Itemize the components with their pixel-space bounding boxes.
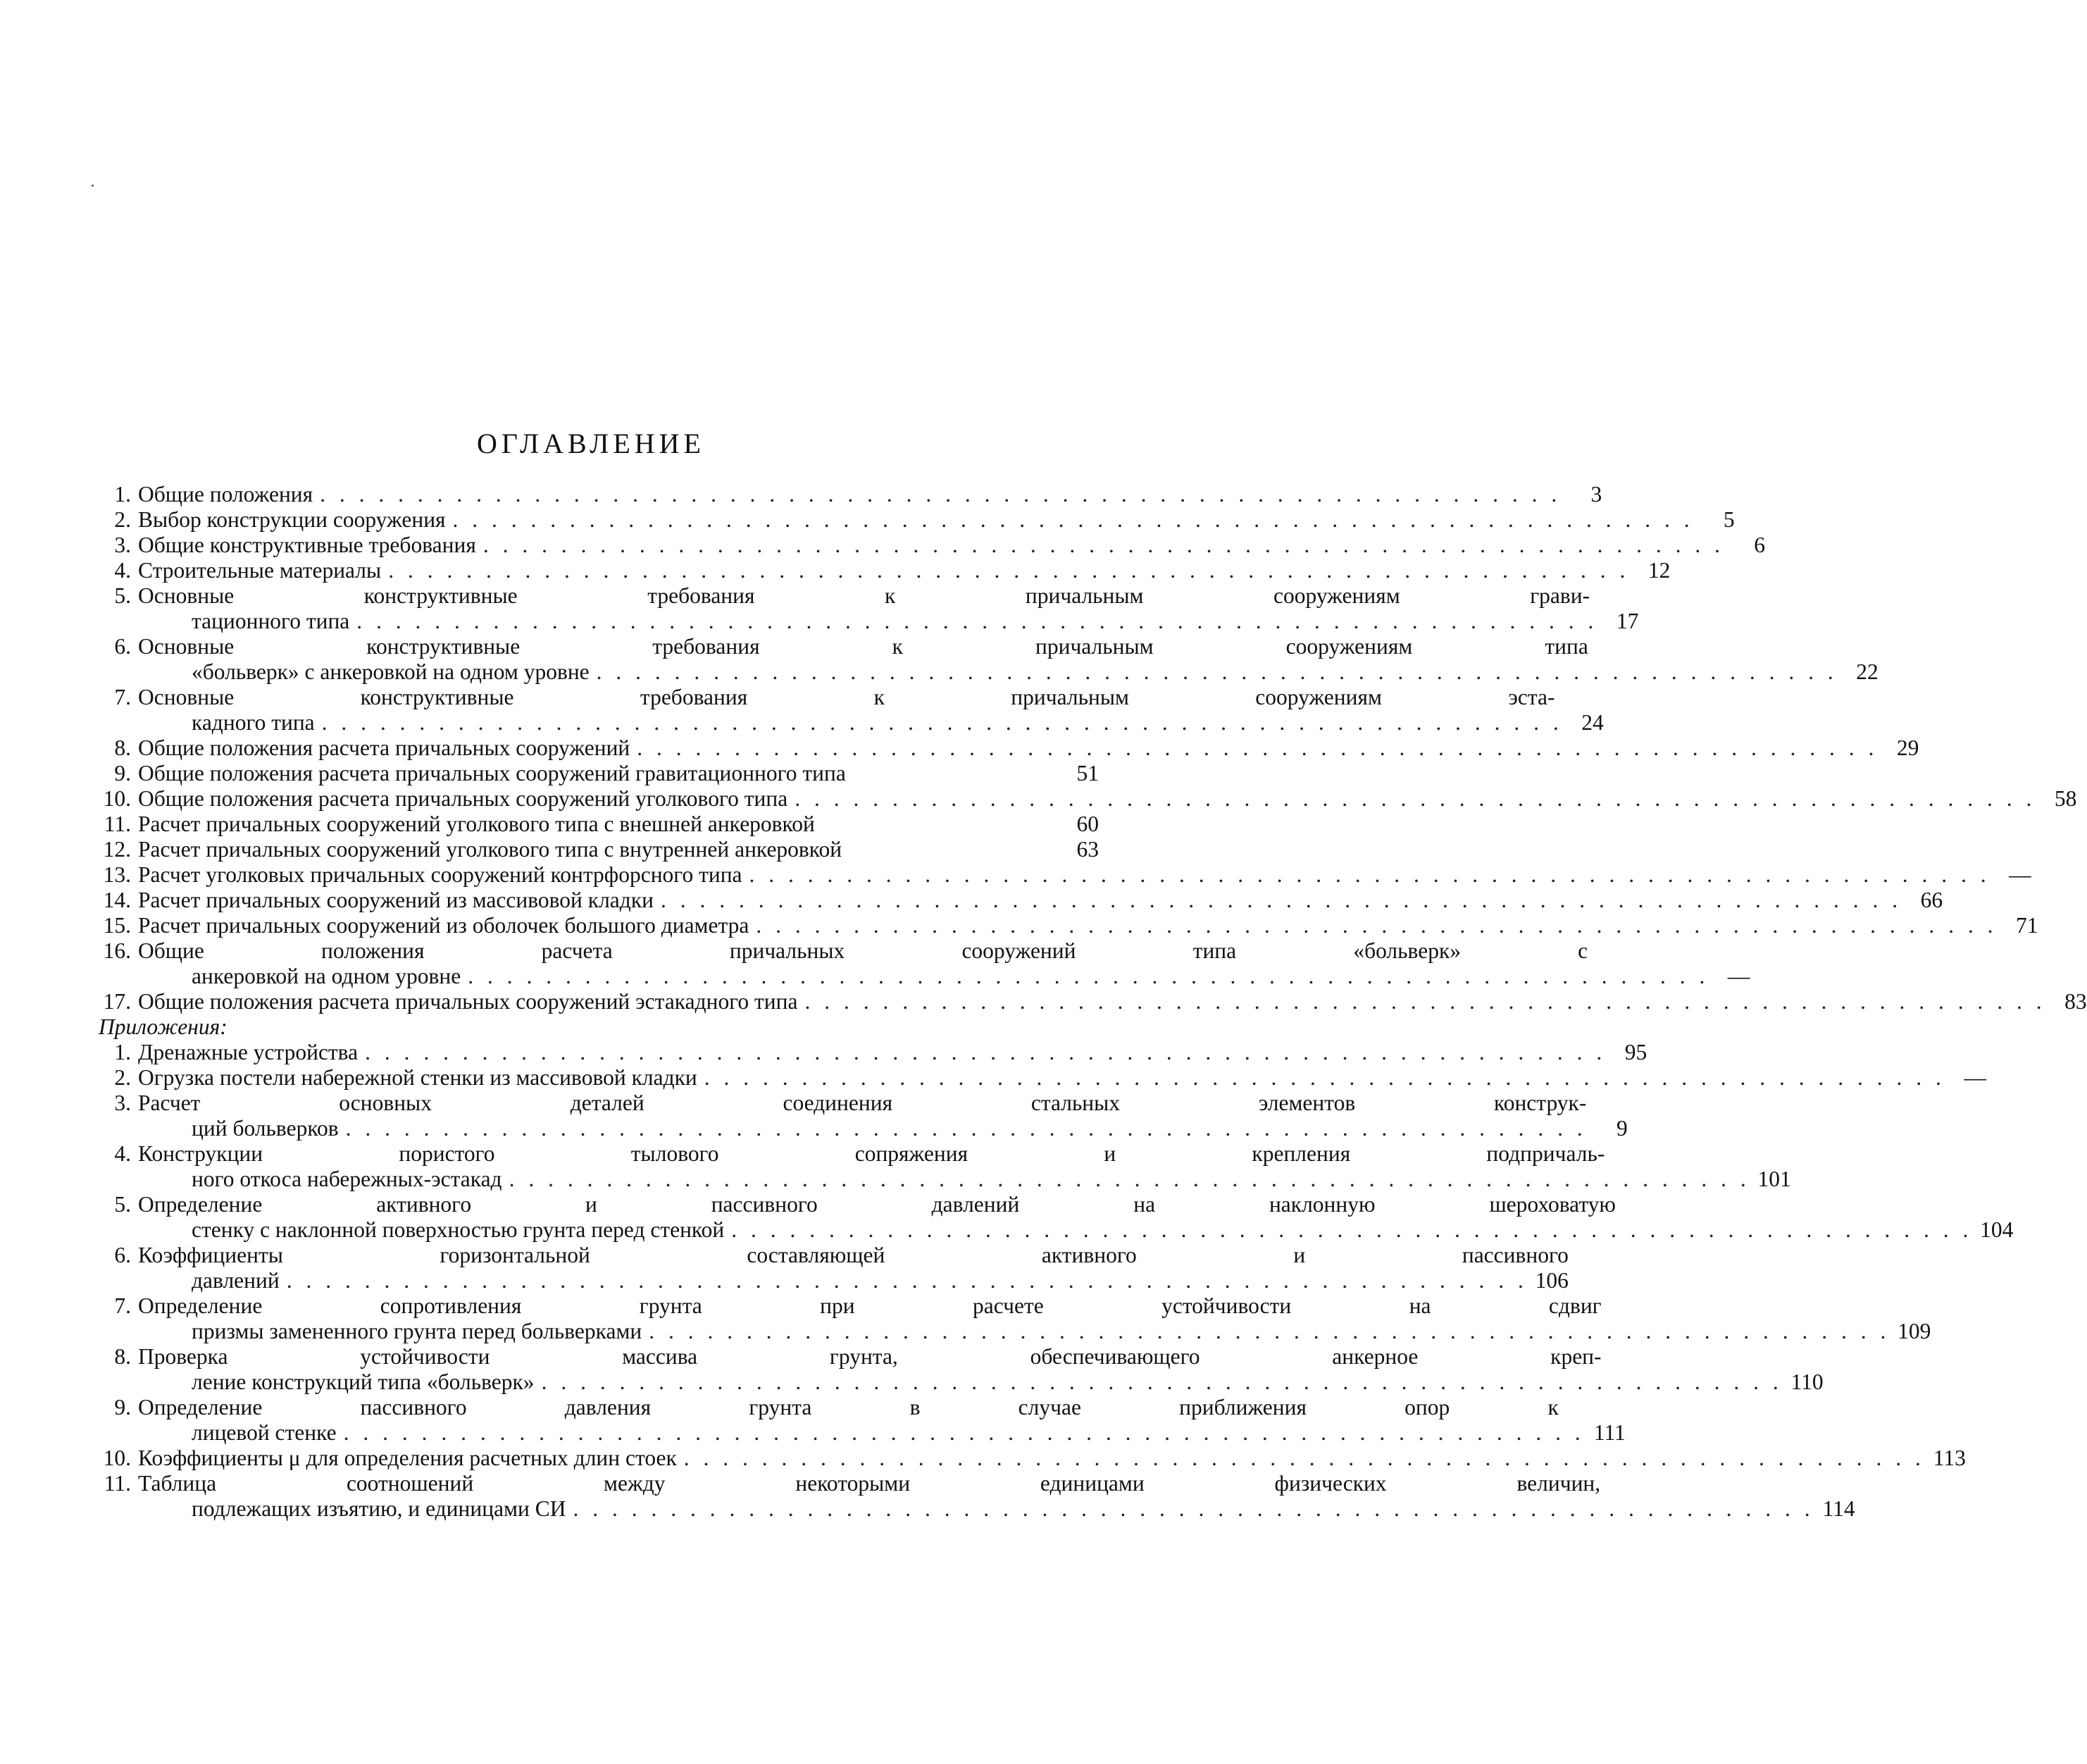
- entry-last-line: [138, 1217, 2014, 1243]
- entry-number: 1.: [114, 1040, 131, 1064]
- entry-number: 16.: [103, 938, 131, 963]
- toc-entry: [85, 1446, 1966, 1471]
- entry-body: [138, 786, 2077, 812]
- entry-number: 3.: [114, 1091, 131, 1115]
- entry-title-line: Общие положения расчета причальных сооружений уголкового типа: [138, 786, 788, 811]
- scan-speck: [92, 185, 94, 187]
- page-number: 29: [1896, 735, 1919, 760]
- entry-body: [138, 685, 1604, 735]
- dot-leader: [590, 659, 1838, 685]
- page-number: 24: [1581, 710, 1604, 735]
- entry-title-line: Расчет основных деталей соединения стальных элементов конструк-: [138, 1091, 1587, 1115]
- toc-entry: [85, 1293, 1931, 1344]
- page-number: 58: [2054, 786, 2077, 811]
- entry-title-line: Коэффициенты μ для определения расчетных длин стоек: [138, 1446, 677, 1470]
- entry-last-line: [138, 786, 2077, 812]
- entry-number: 9.: [114, 1395, 131, 1420]
- entry-number: 1.: [114, 482, 131, 507]
- page-number: 109: [1898, 1319, 1931, 1343]
- dot-leader: [280, 1268, 1528, 1293]
- page-number: 110: [1790, 1369, 1824, 1394]
- entry-title-line: Расчет причальных сооружений из массивовой кладки: [138, 888, 654, 912]
- entry-title-line: ление конструкций типа «больверк»: [192, 1369, 535, 1394]
- page-number: 66: [1920, 888, 1943, 912]
- entry-last-line: [138, 862, 2031, 888]
- entry-title-line: Основные конструктивные требования к причальным сооружениям эста-: [138, 685, 1555, 709]
- dot-leader: [461, 964, 1709, 989]
- entry-title-line: Основные конструктивные требования к причальным сооружениям грави-: [138, 583, 1590, 608]
- entry-last-line: [138, 913, 2038, 938]
- entry-number: 2.: [114, 507, 131, 532]
- entry-title-line: Проверка устойчивости массива грунта, обеспечивающего анкерное креп-: [138, 1344, 1602, 1369]
- entry-last-line: [138, 761, 1099, 786]
- entry-number: 12.: [103, 837, 131, 862]
- entry-number: 10.: [103, 786, 131, 811]
- entry-title-line: кадного типа: [192, 710, 315, 735]
- entry-title-line: подлежащих изъятию, и единицами СИ: [192, 1496, 566, 1521]
- dot-leader: [749, 913, 1997, 938]
- page-number: 5: [1723, 507, 1735, 532]
- entry-last-line: [138, 1040, 1647, 1065]
- entry-title-line: Расчет причальных сооружений уголкового типа с внешней анкеровкой: [138, 812, 815, 836]
- entry-number: 13.: [103, 862, 131, 887]
- entry-title-line: Выбор конструкции сооружения: [138, 507, 446, 532]
- toc-entry: [85, 1141, 1791, 1192]
- entry-title-line: давлений: [192, 1268, 280, 1293]
- page-number: 12: [1647, 558, 1671, 583]
- entry-last-line: [138, 1116, 1628, 1141]
- entry-last-line: [138, 1167, 1791, 1192]
- dot-leader: [677, 1446, 1925, 1471]
- entry-title-line: Дренажные устройства: [138, 1040, 359, 1064]
- toc-entry: [85, 1395, 1626, 1446]
- entry-title-line: Расчет уголковых причальных сооружений контрфорсного типа: [138, 862, 742, 887]
- dot-leader: [349, 609, 1597, 634]
- page-title: ОГЛАВЛЕНИЕ: [477, 428, 705, 459]
- entry-title-line: призмы замененного грунта перед больверками: [192, 1319, 642, 1343]
- dot-leader: [313, 482, 1561, 507]
- page-number: —: [1727, 964, 1750, 988]
- toc-entry: [85, 1065, 1986, 1091]
- entry-last-line: [138, 659, 1879, 685]
- entry-body: [138, 735, 1919, 761]
- page-number: 51: [1076, 761, 1099, 785]
- toc-entry: [85, 913, 2038, 938]
- entry-last-line: [138, 1065, 1986, 1091]
- entry-number: 11.: [104, 1471, 131, 1496]
- entry-last-line: [138, 812, 1099, 837]
- page-number: —: [2009, 862, 2031, 887]
- entry-last-line: [138, 1496, 1855, 1522]
- entry-body: [138, 1091, 1628, 1141]
- dot-leader: [787, 786, 2036, 812]
- entry-body: [138, 862, 2031, 888]
- entry-number: 11.: [104, 812, 131, 836]
- toc-entry: [85, 938, 1750, 989]
- entry-last-line: [138, 710, 1604, 735]
- entry-title-line: Расчет причальных сооружений уголкового типа с внутренней анкеровкой: [138, 837, 842, 862]
- entry-number: 4.: [114, 1141, 131, 1166]
- entry-title-line: лицевой стенке: [192, 1420, 337, 1445]
- entry-number: 10.: [103, 1446, 131, 1470]
- entry-body: [138, 812, 1099, 837]
- entry-number: 2.: [114, 1065, 131, 1090]
- dot-leader: [381, 558, 1629, 583]
- dot-leader: [630, 735, 1878, 761]
- entry-body: [138, 1344, 1824, 1395]
- entry-number: 6.: [114, 1243, 131, 1267]
- entry-number: 5.: [114, 583, 131, 608]
- entry-last-line: [138, 1420, 1626, 1446]
- toc-entry: [85, 634, 1879, 685]
- dot-leader: [315, 710, 1563, 735]
- entry-title-line: ного откоса набережных-эстакад: [192, 1167, 502, 1191]
- toc-entry: [85, 761, 1099, 786]
- entry-last-line: [138, 1319, 1931, 1344]
- entry-number: 15.: [103, 913, 131, 938]
- toc-entry: [85, 1243, 1569, 1293]
- entry-title-line: ций больверков: [192, 1116, 339, 1141]
- entry-body: [138, 558, 1671, 583]
- entry-number: 3.: [114, 533, 131, 557]
- page-number: —: [1964, 1065, 1986, 1090]
- toc-entry: [85, 1040, 1647, 1065]
- page-number: 3: [1590, 482, 1602, 507]
- entry-body: [138, 1040, 1647, 1065]
- toc-entry: [85, 1192, 2014, 1243]
- dot-leader: [742, 862, 1991, 888]
- entry-body: [138, 1471, 1855, 1522]
- toc-entry: [85, 786, 2077, 812]
- toc-entry: [85, 1091, 1628, 1141]
- entry-number: 17.: [103, 989, 131, 1014]
- entry-title-line: Расчет причальных сооружений из оболочек большого диаметра: [138, 913, 749, 938]
- toc-entry: [85, 482, 1602, 507]
- toc-entry: [85, 862, 2031, 888]
- toc-entry: [85, 989, 2087, 1014]
- entry-number: 7.: [114, 685, 131, 709]
- dot-leader: [724, 1217, 1972, 1243]
- entry-last-line: [138, 837, 1099, 862]
- toc-entry: [85, 1471, 1855, 1522]
- dot-leader: [337, 1420, 1585, 1446]
- dot-leader: [358, 1040, 1606, 1065]
- entry-title-line: тационного типа: [192, 609, 350, 633]
- toc-entry: [85, 837, 1099, 862]
- page-number: 9: [1616, 1116, 1628, 1141]
- dot-leader: [476, 533, 1724, 558]
- entry-title-line: Общие положения расчета причальных сооружений: [138, 735, 630, 760]
- dot-leader: [697, 1065, 1945, 1091]
- dot-leader: [339, 1116, 1587, 1141]
- entry-last-line: [138, 735, 1919, 761]
- page-number: 101: [1757, 1167, 1791, 1191]
- dot-leader: [797, 989, 2045, 1014]
- entry-number: 9.: [114, 761, 131, 785]
- entry-body: [138, 507, 1735, 533]
- entry-last-line: [138, 558, 1671, 583]
- entry-title-line: Определение пассивного давления грунта в случае приближения опор к: [138, 1395, 1559, 1420]
- entry-last-line: [138, 533, 1765, 558]
- page-number: 71: [2015, 913, 2038, 938]
- page-number: 113: [1933, 1446, 1966, 1470]
- entry-title-line: Общие положения расчета причальных сооружений гравитационного типа: [138, 761, 846, 785]
- entry-title-line: Основные конструктивные требования к причальным сооружениям типа: [138, 634, 1588, 659]
- toc-entry: [85, 812, 1099, 837]
- entry-number: 6.: [114, 634, 131, 659]
- entry-body: [138, 761, 1099, 786]
- entry-body: [138, 1065, 1986, 1091]
- entry-title-line: Конструкции пористого тылового сопряжения и крепления подпричаль-: [138, 1141, 1605, 1166]
- entry-number: 8.: [114, 735, 131, 760]
- dot-leader: [566, 1496, 1814, 1522]
- entry-body: [138, 938, 1750, 989]
- entry-body: [138, 533, 1765, 558]
- entry-title-line: Огрузка постели набережной стенки из массивовой кладки: [138, 1065, 697, 1090]
- toc-entry: [85, 685, 1604, 735]
- entry-body: [138, 913, 2038, 938]
- entry-title-line: «больверк» с анкеровкой на одном уровне: [192, 659, 590, 684]
- page-number: 104: [1980, 1217, 2014, 1242]
- entry-body: [138, 634, 1879, 685]
- entry-last-line: [138, 609, 1639, 634]
- entry-last-line: [138, 989, 2087, 1014]
- entry-last-line: [138, 1369, 1824, 1395]
- dot-leader: [642, 1319, 1890, 1344]
- toc-entry: [85, 1344, 1824, 1395]
- entry-body: [138, 989, 2087, 1014]
- entry-body: [138, 1395, 1626, 1446]
- entry-last-line: [138, 482, 1602, 507]
- page-number: 106: [1535, 1268, 1569, 1293]
- page-number: 6: [1754, 533, 1765, 557]
- entry-number: 14.: [103, 888, 131, 912]
- entry-title-line: Общие положения: [138, 482, 313, 507]
- entry-body: [138, 837, 1099, 862]
- entry-number: 8.: [114, 1344, 131, 1369]
- page-number: 60: [1076, 812, 1099, 836]
- entry-title-line: стенку с наклонной поверхностью грунта перед стенкой: [192, 1217, 725, 1242]
- toc-entry: [85, 888, 1943, 913]
- dot-leader: [446, 507, 1694, 533]
- entry-last-line: [138, 1268, 1569, 1293]
- toc-entry: [85, 533, 1765, 558]
- toc-entry: [85, 735, 1919, 761]
- page-number: 17: [1616, 609, 1639, 633]
- toc-entry: [85, 583, 1639, 634]
- entry-last-line: [138, 964, 1750, 989]
- entry-body: [138, 1293, 1931, 1344]
- page-number: 22: [1856, 659, 1879, 684]
- page-number: 114: [1822, 1496, 1855, 1521]
- appendix-heading: Приложения:: [99, 1014, 228, 1039]
- entry-body: [138, 1446, 1966, 1471]
- entry-number: 5.: [114, 1192, 131, 1217]
- entry-title-line: Общие положения расчета причальных сооружений типа «больверк» с: [138, 938, 1588, 963]
- dot-leader: [654, 888, 1902, 913]
- entry-title-line: анкеровкой на одном уровне: [192, 964, 461, 988]
- entry-body: [138, 888, 1943, 913]
- page-number: 111: [1593, 1420, 1626, 1445]
- dot-leader: [502, 1167, 1750, 1192]
- dot-leader: [535, 1369, 1783, 1395]
- toc-entry: [85, 507, 1735, 533]
- page-number: 63: [1076, 837, 1099, 862]
- entry-title-line: Строительные материалы: [138, 558, 382, 583]
- entry-body: [138, 583, 1639, 634]
- entry-last-line: [138, 888, 1943, 913]
- entry-number: 4.: [114, 558, 131, 583]
- entry-number: 7.: [114, 1293, 131, 1318]
- entry-last-line: [138, 1446, 1966, 1471]
- entry-title-line: Таблица соотношений между некоторыми единицами физических величин,: [138, 1471, 1601, 1496]
- entry-title-line: Определение активного и пассивного давлений на наклонную шероховатую: [138, 1192, 1616, 1217]
- table-of-contents: [85, 482, 2087, 1522]
- entry-body: [138, 1243, 1569, 1293]
- entry-title-line: Общие конструктивные требования: [138, 533, 476, 557]
- entry-body: [138, 1141, 1791, 1192]
- page-number: 95: [1624, 1040, 1647, 1064]
- entry-body: [138, 1192, 2014, 1243]
- page-number: 83: [2064, 989, 2087, 1014]
- entry-title-line: Общие положения расчета причальных сооружений эстакадного типа: [138, 989, 798, 1014]
- entry-title-line: Коэффициенты горизонтальной составляющей активного и пассивного: [138, 1243, 1569, 1267]
- entry-body: [138, 482, 1602, 507]
- toc-entry: [85, 558, 1671, 583]
- entry-title-line: Определение сопротивления грунта при расчете устойчивости на сдвиг: [138, 1293, 1602, 1318]
- entry-last-line: [138, 507, 1735, 533]
